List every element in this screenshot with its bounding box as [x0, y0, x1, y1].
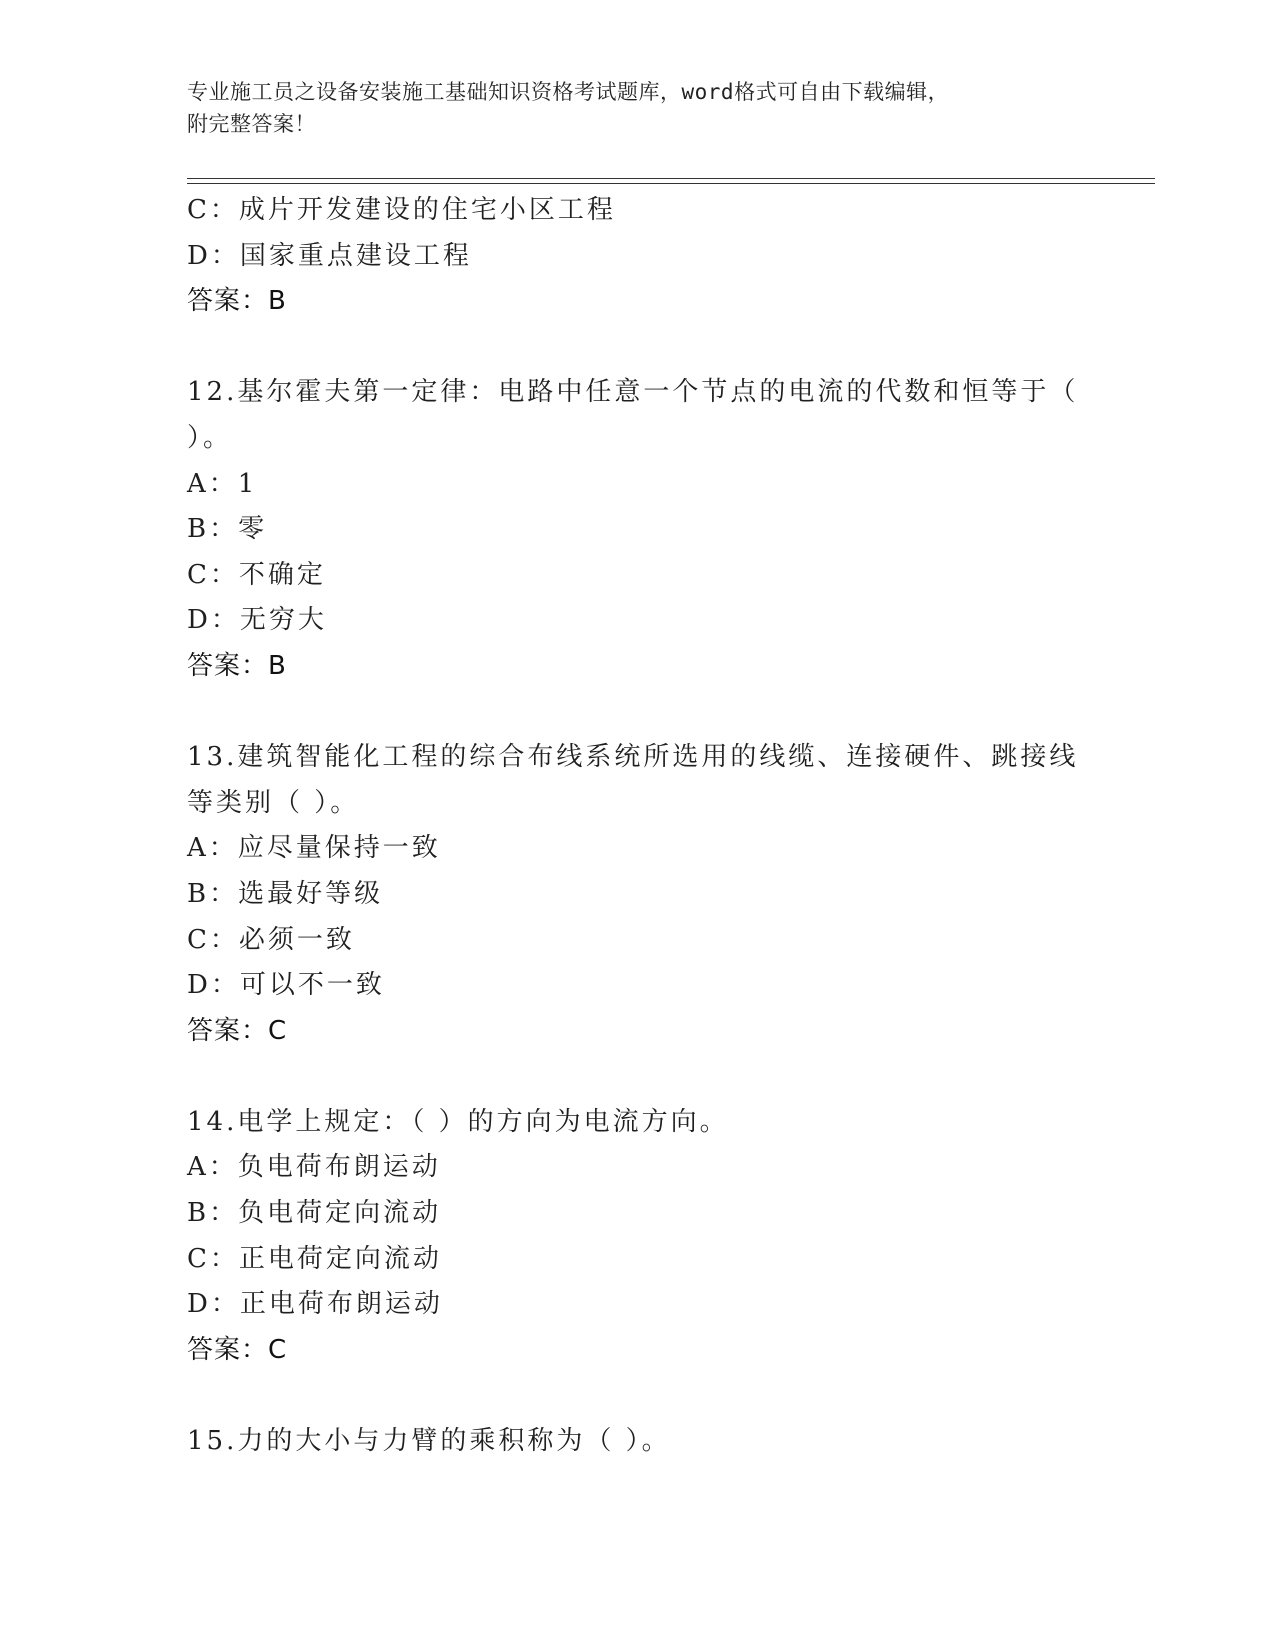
q14-option-d: D：正电荷布朗运动: [187, 1289, 443, 1320]
q12-option-c: C：不确定: [187, 559, 326, 590]
q13-stem-line-1: 13.建筑智能化工程的综合布线系统所选用的线缆、连接硬件、跳接线: [187, 742, 1079, 773]
q14-option-b: B：负电荷定向流动: [187, 1198, 442, 1229]
header-divider-bottom: [187, 183, 1155, 184]
header-line-2: 附完整答案！: [187, 112, 316, 136]
q12-option-d: D：无穷大: [187, 605, 327, 636]
q11-option-c: C：成片开发建设的住宅小区工程: [187, 195, 616, 225]
spacer: [187, 325, 1107, 371]
q12-stem-line-1: 12.基尔霍夫第一定律：电路中任意一个节点的电流的代数和恒等于（: [187, 377, 1079, 408]
q14-stem-line-1: 14.电学上规定：（ ）的方向为电流方向。: [187, 1106, 729, 1137]
spacer: [187, 1054, 1107, 1100]
q13-stem-line-2: 等类别（ ）。: [187, 787, 360, 818]
spacer: [187, 690, 1107, 736]
q14-option-a: A：负电荷布朗运动: [187, 1152, 441, 1183]
question-list: [187, 188, 1107, 1465]
q12-answer: 答案：B: [187, 650, 287, 681]
q13-answer: 答案：C: [187, 1015, 288, 1046]
q11-answer: 答案：B: [187, 286, 287, 317]
document-header: [187, 76, 1087, 140]
spacer: [187, 1373, 1107, 1419]
q14-option-c: C：正电荷定向流动: [187, 1243, 442, 1274]
q13-option-a: A：应尽量保持一致: [187, 833, 441, 864]
q13-option-c: C：必须一致: [187, 924, 355, 955]
q13-option-d: D：可以不一致: [187, 970, 385, 1001]
q13-option-b: B：选最好等级: [187, 878, 384, 909]
q12-option-b: B：零: [187, 514, 268, 545]
q12-option-a: A：1: [187, 468, 258, 499]
q11-option-d: D：国家重点建设工程: [187, 240, 472, 271]
q14-answer: 答案：C: [187, 1334, 288, 1365]
q15-stem-line-1: 15.力的大小与力臂的乘积称为（ ）。: [187, 1426, 671, 1457]
header-line-1: 专业施工员之设备安装施工基础知识资格考试题库，word格式可自由下载编辑，: [187, 80, 950, 104]
q12-stem-line-2: ）。: [187, 422, 233, 453]
header-divider-top: [187, 178, 1155, 179]
